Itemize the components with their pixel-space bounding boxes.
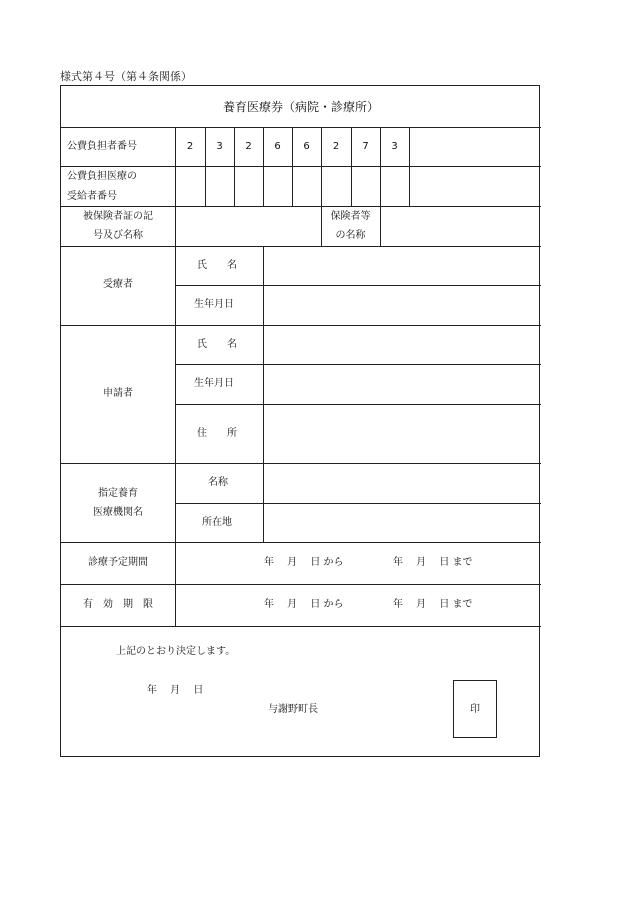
form-number-caption: 様式第４号（第４条関係）	[60, 70, 192, 83]
column-divider	[380, 206, 381, 246]
column-divider	[263, 127, 264, 206]
seal-box	[453, 680, 497, 738]
row-divider	[61, 127, 541, 128]
seal-label: 印	[470, 704, 480, 715]
row-divider	[61, 542, 541, 543]
row-divider	[61, 206, 541, 207]
row-divider	[175, 364, 541, 365]
treatment-period-from: 年 月 日 から	[264, 557, 344, 568]
institution-name-label: 名称	[208, 477, 228, 488]
treatment-period-to: 年 月 日 まで	[393, 557, 473, 568]
form-title: 養育医療券（病院・診療所）	[222, 100, 379, 114]
validity-period-to: 年 月 日 まで	[393, 599, 473, 610]
institution-label: 指定養育	[98, 488, 138, 499]
row-divider	[61, 246, 541, 247]
patient-name-label: 氏 名	[197, 260, 237, 271]
payer-number-digit: 6	[303, 141, 310, 152]
column-divider	[321, 127, 322, 206]
payer-number-label: 公費負担者番号	[67, 141, 137, 152]
row-divider	[61, 584, 541, 585]
column-divider	[263, 246, 264, 542]
column-divider	[380, 127, 381, 206]
insurance-card-label: 被保険者証の記	[83, 211, 153, 222]
column-divider	[175, 127, 176, 206]
row-divider	[175, 503, 541, 504]
issuer-name: 与謝野町長	[268, 704, 318, 715]
medical-ticket-form	[60, 85, 540, 757]
row-divider	[175, 285, 541, 286]
insurance-card-label: 号及び名称	[93, 230, 143, 241]
applicant-address-label: 住 所	[197, 428, 237, 439]
decision-date: 年 月 日	[147, 685, 204, 696]
validity-period-from: 年 月 日 から	[264, 599, 344, 610]
decision-text: 上記のとおり決定します。	[116, 646, 236, 657]
applicant-name-label: 氏 名	[197, 339, 237, 350]
column-divider	[205, 127, 206, 206]
applicant-dob-label: 生年月日	[194, 378, 234, 389]
column-divider	[234, 127, 235, 206]
column-divider	[351, 127, 352, 206]
payer-number-digit: 2	[186, 141, 194, 152]
row-divider	[61, 463, 541, 464]
institution-location-label: 所在地	[202, 517, 232, 528]
row-divider	[61, 325, 541, 326]
recipient-number-label: 公費負担医療の	[67, 171, 137, 182]
column-divider	[409, 127, 410, 206]
insurer-label: 保険者等	[330, 211, 371, 222]
patient-label: 受療者	[103, 279, 133, 290]
column-divider	[292, 127, 293, 206]
payer-number-digit: 3	[216, 141, 223, 152]
payer-number-digit: 7	[362, 141, 369, 152]
insurer-label: の名称	[335, 230, 366, 241]
institution-label: 医療機関名	[93, 507, 143, 518]
payer-number-digit: 2	[245, 141, 252, 152]
row-divider	[61, 166, 541, 167]
payer-number-digit: 6	[274, 141, 281, 152]
row-divider	[61, 626, 541, 627]
column-divider	[175, 542, 176, 626]
applicant-label: 申請者	[103, 388, 133, 399]
treatment-period-label: 診療予定期間	[88, 557, 148, 568]
validity-period-label: 有 効 期 限	[83, 599, 153, 610]
recipient-number-label: 受給者番号	[67, 191, 117, 202]
payer-number-digit: 3	[391, 141, 398, 152]
column-divider	[175, 206, 176, 246]
patient-dob-label: 生年月日	[194, 299, 234, 310]
payer-number-digit: 2	[332, 141, 340, 152]
column-divider	[175, 246, 176, 542]
row-divider	[175, 404, 541, 405]
